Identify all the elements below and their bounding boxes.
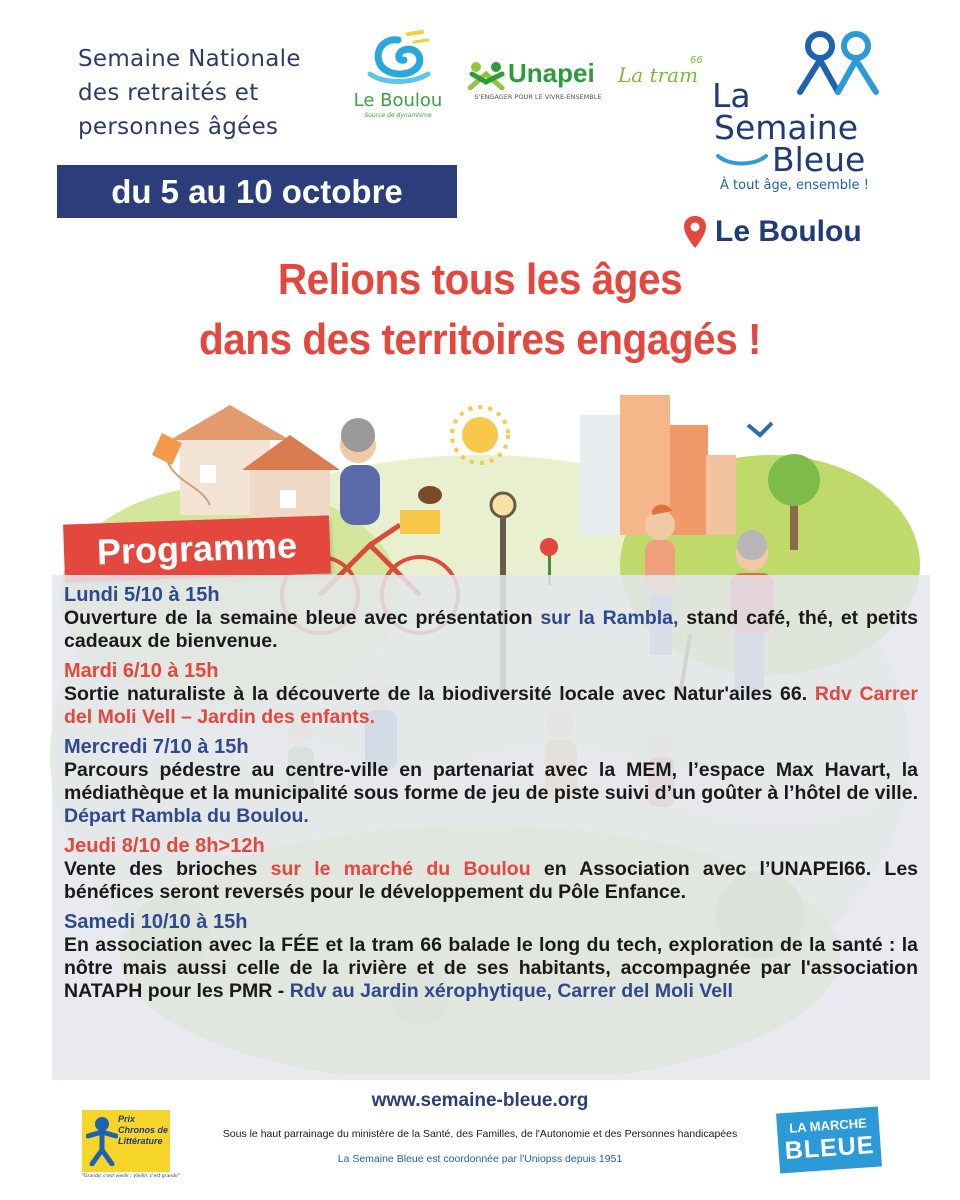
highlight-text: sur la Rambla, [540, 607, 679, 629]
dog-icon [418, 486, 442, 504]
programme-day: Mardi 6/10 à 15h [64, 660, 219, 682]
programme-day: Jeudi 8/10 de 8h>12h [64, 835, 265, 857]
slogan-line: dans des territoires engagés ! [198, 315, 762, 364]
programme-description [64, 759, 918, 828]
date-banner: du 5 au 10 octobre [57, 165, 457, 218]
le-boulou-logo-name: Le Boulou [353, 90, 443, 111]
programme-entry [64, 583, 918, 653]
programme-day: Mercredi 7/10 à 15h [64, 736, 249, 758]
unapei-logo [468, 58, 608, 108]
patronage-text: Sous le haut parrainage du ministère de la Santé, des Familles, de l'Autonomie et des Personnes handicapées [222, 1128, 738, 1140]
marche-bleue-line: LA MARCHE [788, 1115, 868, 1136]
prix-chronos-logo [82, 1110, 181, 1179]
prix-chronos-name: Prix Chronos de Littérature [118, 1114, 169, 1146]
programme-description [64, 607, 918, 653]
event-title-line: Semaine Nationale [78, 46, 301, 72]
le-boulou-logo-tagline: Source de dynamisme [364, 112, 432, 119]
description-text: Parcours pédestre au centre-ville en partenariat avec la MEM, l’espace Max Havart, la médiathèque et la municipalité sous forme de jeu de piste suivi d’un goûter à l’hôtel de ville. [64, 759, 918, 804]
programme-label: Programme [63, 515, 331, 582]
programme-entries [64, 583, 918, 1003]
programme-description [64, 858, 918, 904]
description-text: En association avec la FÉE et la tram 66 balade le long du tech, exploration de la santé : la nôtre mais aussi celle de la rivière et de ses habitants, accompagnée par l'association NATAPH pour les PMR - [64, 934, 918, 1002]
event-title [78, 42, 358, 144]
semaine-bleue-logo-tagline: À tout âge, ensemble ! [720, 178, 869, 193]
highlight-text: Rdv Carrer del Moli Vell – Jardin des enfants. [64, 683, 918, 728]
smile-swoosh-icon [716, 152, 768, 166]
description-text: Vente des brioches [64, 858, 271, 880]
bird-icon [748, 423, 772, 435]
highlight-text: sur le marché du Boulou [270, 858, 531, 880]
programme-day: Samedi 10/10 à 15h [64, 911, 248, 933]
event-title-line: des retraités et [78, 80, 259, 106]
le-boulou-logo [348, 30, 448, 125]
programme-entry [64, 735, 918, 828]
website-link[interactable]: www.semaine-bleue.org [371, 1090, 589, 1111]
programme-day: Lundi 5/10 à 15h [64, 584, 220, 606]
location [683, 212, 862, 252]
location-label: Le Boulou [715, 215, 862, 248]
description-text: Sortie naturaliste à la découverte de la biodiversité locale avec Natur'ailes 66. [64, 683, 815, 705]
marche-bleue-logo [776, 1107, 882, 1174]
programme-panel [52, 575, 930, 1080]
programme-description [64, 934, 918, 1003]
event-title-line: personnes âgées [78, 114, 279, 140]
unapei-people-icon [468, 60, 506, 90]
programme-entry [64, 910, 918, 1003]
slogan-line: Relions tous les âges [277, 255, 683, 304]
programme-description [64, 683, 918, 729]
highlight-text: Rdv au Jardin xérophytique, Carrer del Moli Vell [289, 980, 733, 1002]
le-boulou-emblem-icon [348, 30, 448, 92]
highlight-text: Départ Rambla du Boulou. [64, 805, 309, 827]
semaine-bleue-logo-line: Semaine [714, 108, 859, 147]
coordination-text: La Semaine Bleue est coordonnée par l'Uniopss depuis 1951 [337, 1153, 623, 1165]
semaine-bleue-logo-line: Bleue [772, 140, 866, 179]
description-text: stand café, thé, et petits cadeaux de bienvenue. [64, 607, 918, 652]
programme-entry [64, 659, 918, 729]
description-text: Ouverture de la semaine bleue avec présentation [64, 607, 541, 629]
prix-chronos-figure-icon [86, 1116, 118, 1166]
unapei-logo-tagline: S'ENGAGER POUR LE VIVRE-ENSEMBLE [474, 93, 602, 101]
la-tram-logo-number: 66 [690, 55, 703, 66]
unapei-logo-name: Unapei [508, 58, 595, 88]
sun-icon [452, 407, 508, 463]
semaine-bleue-logo [712, 30, 902, 200]
programme-entry [64, 834, 918, 904]
marche-bleue-line: BLEUE [783, 1130, 876, 1166]
la-tram-logo-name: La tram [618, 63, 699, 87]
prix-chronos-caption: "Grandir, c'est vieillir ; Vieillir, c'est grandir" [82, 1174, 181, 1179]
semaine-bleue-logo-line: La [712, 76, 751, 115]
map-pin-icon [683, 215, 707, 249]
description-text: en Association avec l’UNAPEI66. Les bénéfices seront reversés pour le développement du Pôle Enfance. [64, 858, 919, 903]
